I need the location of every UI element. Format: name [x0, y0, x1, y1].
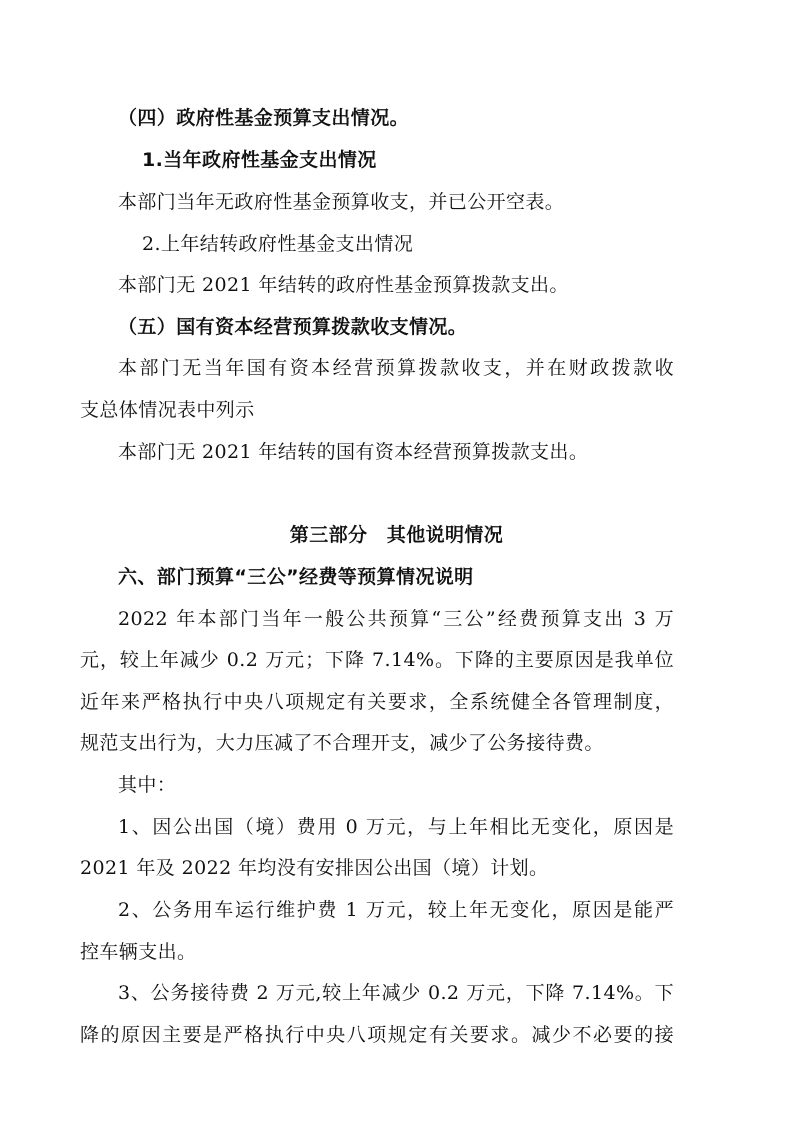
part-3-title: 第三部分 其他说明情况 [289, 524, 504, 546]
section-5-heading: （五）国有资本经营预算拨款收支情况。 [118, 316, 468, 338]
item-3-line-2: 降的原因主要是严格执行中央八项规定有关要求。减少不必要的接 [80, 1024, 674, 1046]
section-4-subheading-2: 2.上年结转政府性基金支出情况 [142, 233, 414, 255]
section-5-paragraph-line-1: 本部门无当年国有资本经营预算拨款收支，并在财政拨款收 [118, 357, 674, 379]
summary-line-3: 近年来严格执行中央八项规定有关要求，全系统健全各管理制度， [80, 691, 674, 713]
item-1-line-1: 1、因公出国（境）费用 0 万元，与上年相比无变化，原因是 [118, 816, 674, 838]
item-2-line-2: 控车辆支出。 [80, 941, 197, 963]
qizhong-label: 其中： [118, 774, 177, 796]
section-6-heading: 六、部门预算“三公”经费等预算情况说明 [118, 566, 474, 588]
item-2-line-1: 2、公务用车运行维护费 1 万元，较上年无变化，原因是能严 [118, 899, 674, 921]
item-3-line-1: 3、公务接待费 2 万元,较上年减少 0.2 万元，下降 7.14%。下 [118, 982, 674, 1004]
section-4-heading: （四）政府性基金预算支出情况。 [118, 107, 410, 129]
section-5-paragraph-line-2: 支总体情况表中列示 [80, 399, 255, 421]
section-4-text-2: 本部门无 2021 年结转的政府性基金预算拨款支出。 [118, 274, 569, 296]
section-4-text-1: 本部门当年无政府性基金预算收支，并已公开空表。 [118, 191, 565, 213]
summary-line-1: 2022 年本部门当年一般公共预算“三公”经费预算支出 3 万 [118, 608, 674, 630]
summary-line-2: 元，较上年减少 0.2 万元；下降 7.14%。下降的主要原因是我单位 [80, 649, 674, 671]
summary-line-4: 规范支出行为，大力压减了不合理开支，减少了公务接待费。 [80, 732, 604, 754]
section-5-paragraph-2: 本部门无 2021 年结转的国有资本经营预算拨款支出。 [118, 441, 589, 463]
item-1-line-2: 2021 年及 2022 年均没有安排因公出国（境）计划。 [80, 857, 549, 879]
section-4-subheading-1: 1.当年政府性基金支出情况 [142, 149, 377, 171]
